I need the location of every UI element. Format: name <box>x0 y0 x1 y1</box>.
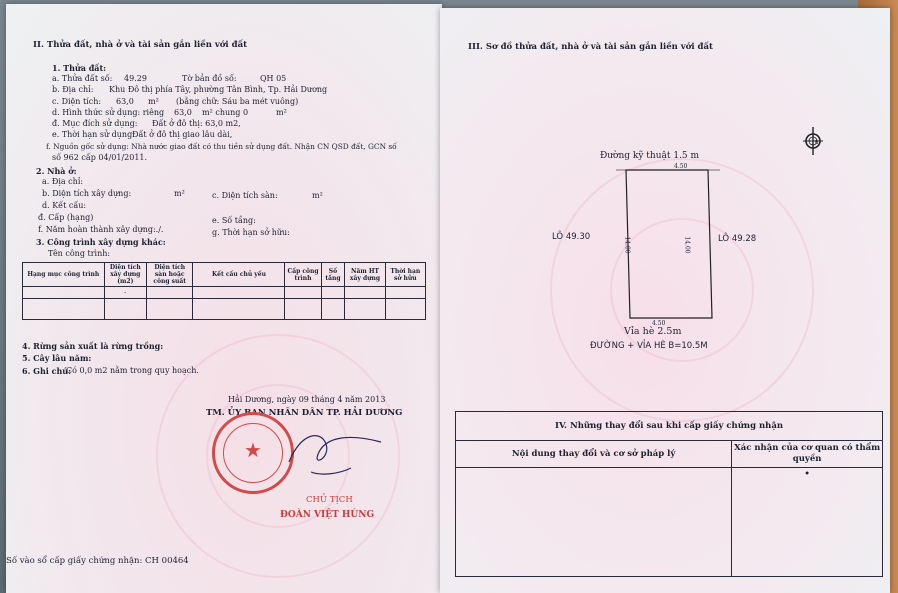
house-completion-year: f. Năm hoàn thành xây dựng:./. <box>38 225 164 234</box>
right-neighbor-lot: LÔ 49.28 <box>718 234 757 244</box>
term-label: e. Thời hạn sử dụng: <box>52 130 135 139</box>
parcel-no-label: a. Thửa đất số: <box>52 74 113 83</box>
house-floor-area: c. Diện tích sàn: <box>212 191 278 200</box>
parcel-heading: 1. Thửa đất: <box>52 63 107 73</box>
col-build-area: Diện tích xây dựng (m2) <box>104 263 146 287</box>
origin-line-2: số 962 cấp 04/01/2011. <box>52 153 148 162</box>
other-works-table <box>22 262 426 320</box>
col-authority-confirm: Xác nhận của cơ quan có thẩm quyền <box>732 441 883 468</box>
house-address: a. Địa chỉ: <box>42 177 84 186</box>
house-heading: 2. Nhà ở: <box>36 166 77 176</box>
col-year: Năm HT xây dựng <box>345 263 385 287</box>
area-unit: m² <box>148 97 159 106</box>
purpose-value: Đất ở đô thị: 63,0 m2, <box>152 119 241 128</box>
area-value: 63,0 <box>116 97 134 106</box>
signer-name: ĐOÀN VIỆT HÙNG <box>280 510 375 520</box>
house-floor-area-unit: m² <box>312 191 323 200</box>
table-row <box>23 287 426 299</box>
house-build-area-unit: m² <box>174 189 185 198</box>
col-ownership: Thời hạn sở hữu <box>385 263 425 287</box>
issuing-authority: TM. ỦY BAN NHÂN DÂN TP. HẢI DƯƠNG <box>206 408 403 418</box>
sidewalk-label: Vỉa hè 2.5m <box>624 326 682 337</box>
house-build-area: b. Diện tích xây dựng: <box>42 189 132 198</box>
use-form-label: d. Hình thức sử dụng: riêng <box>52 108 165 117</box>
changes-header-row <box>456 441 883 468</box>
section-4-title: IV. Những thay đổi sau khi cấp giấy chứng nhận <box>456 412 883 441</box>
changes-table <box>455 411 883 577</box>
forest-item: 4. Rừng sản xuất là rừng trồng: <box>22 341 164 351</box>
top-road-label: Đường kỹ thuật 1.5 m <box>600 151 700 161</box>
map-sheet-label: Tờ bản đồ số: <box>182 74 237 83</box>
section-2-title: II. Thửa đất, nhà ở và tài sản gắn liền với đất <box>33 40 248 50</box>
note-text: Có 0,0 m2 nằm trong quy hoạch. <box>66 366 199 375</box>
top-width-dim: 4.50 <box>674 163 688 170</box>
purpose-label: đ. Mục đích sử dụng: <box>52 119 138 128</box>
use-form-unit: m² <box>276 108 287 117</box>
col-item: Hạng mục công trình <box>23 263 105 287</box>
area-in-words: (bằng chữ: Sáu ba mét vuông) <box>176 97 299 106</box>
issue-date: Hải Dương, ngày 09 tháng 4 năm 2013 <box>228 395 386 404</box>
origin-line-1: f. Nguồn gốc sử dụng: Nhà nước giao đất có thu tiền sử dụng đất. Nhận CN QSD đất, GCN số <box>46 142 397 151</box>
col-floor-area: Diện tích sàn hoặc công suất <box>146 263 193 287</box>
section-3-title: III. Sơ đồ thửa đất, nhà ở và tài sản gắn liền với đất <box>468 42 713 52</box>
term-value: Đất ở đô thị giao lâu dài, <box>132 130 233 139</box>
table-header-row <box>23 263 426 287</box>
house-floors: e. Số tầng: <box>212 216 256 225</box>
register-number: Số vào sổ cấp giấy chứng nhận: CH 00464 <box>6 556 189 566</box>
table-cell-mark: - <box>104 287 146 299</box>
map-sheet: QH 05 <box>260 74 287 83</box>
table-row <box>23 299 426 320</box>
area-label: c. Diện tích: <box>52 97 102 106</box>
col-change-content: Nội dung thay đổi và cơ sở pháp lý <box>456 441 732 468</box>
road-label: ĐƯỜNG + VỈA HÈ B=10.5M <box>590 341 708 351</box>
signer-title: CHỦ TỊCH <box>306 495 353 505</box>
table-row <box>456 468 883 577</box>
perennial-item: 5. Cây lâu năm: <box>22 353 92 363</box>
house-level: đ. Cấp (hạng) <box>38 213 94 222</box>
parcel-no: 49.29 <box>124 74 147 83</box>
confirm-mark: • <box>732 468 883 577</box>
bottom-width-dim: 4.50 <box>652 320 666 327</box>
north-arrow-icon <box>802 126 824 156</box>
col-floors: Số tầng <box>321 263 345 287</box>
col-grade: Cấp công trình <box>285 263 321 287</box>
right-length-dim: 14.00 <box>683 236 691 254</box>
certificate-right-page <box>440 8 890 593</box>
house-structure: d. Kết cấu: <box>42 201 87 210</box>
col-structure: Kết cấu chủ yếu <box>193 263 285 287</box>
house-ownership-term: g. Thời hạn sở hữu: <box>212 228 290 237</box>
parcel-sketch <box>616 168 726 328</box>
left-length-dim: 14.00 <box>623 236 631 254</box>
use-form-private: 63,0 <box>174 108 192 117</box>
signature-scribble <box>281 422 391 492</box>
other-works-heading: 3. Công trình xây dựng khác: <box>36 237 166 247</box>
left-neighbor-lot: LÔ 49.30 <box>552 232 591 242</box>
address-label: b. Địa chỉ: <box>52 85 94 94</box>
compass-label: B <box>815 140 819 146</box>
address-value: Khu Đô thị phía Tây, phường Tân Bình, Tp. Hải Dương <box>109 85 328 94</box>
changes-title-row <box>456 412 883 441</box>
note-label: 6. Ghi chú: <box>22 366 72 376</box>
other-works-name: Tên công trình: <box>48 249 111 258</box>
use-form-shared: m² chung 0 <box>202 108 249 117</box>
certificate-left-page <box>6 4 442 593</box>
official-red-stamp: ★ <box>212 412 294 494</box>
